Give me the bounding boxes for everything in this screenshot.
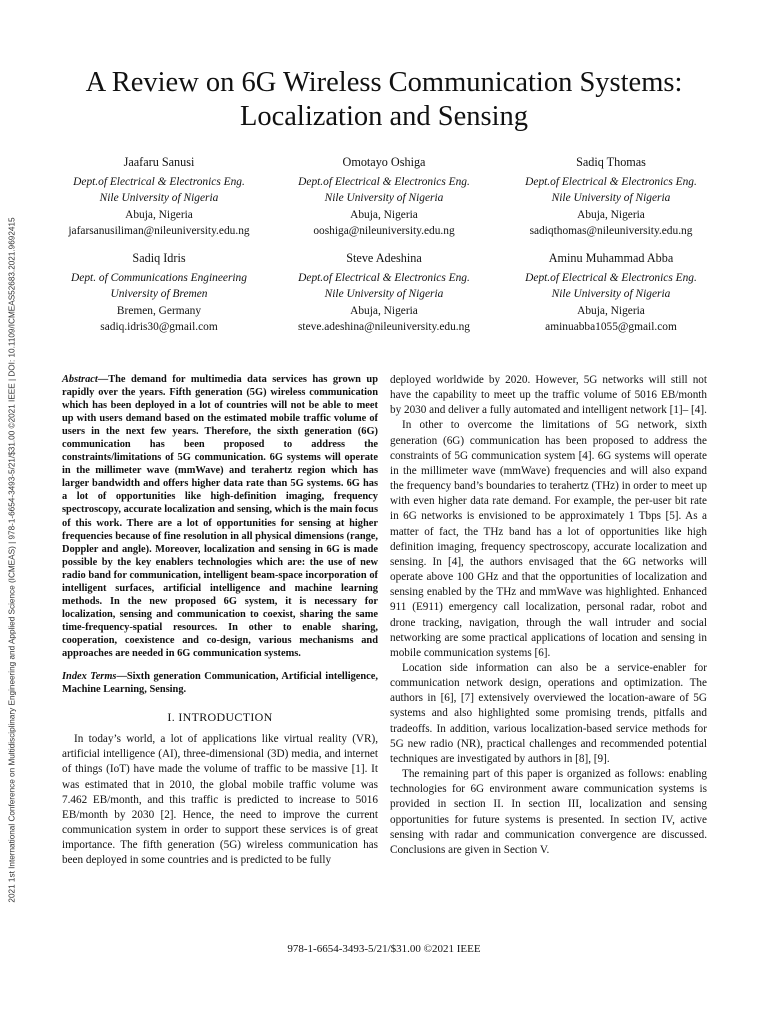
index-terms [62, 670, 378, 696]
right-column [390, 373, 707, 858]
abstract [62, 373, 378, 660]
page-footer: 978-1-6654-3493-5/21/$31.00 ©2021 IEEE [287, 943, 481, 955]
author-location: Abuja, Nigeria [577, 304, 645, 317]
author-block [496, 250, 726, 336]
author-block [269, 154, 499, 240]
author-location: Abuja, Nigeria [350, 304, 418, 317]
author-block [496, 154, 726, 240]
author-location: Abuja, Nigeria [125, 208, 193, 221]
index-terms-label: Index Terms [62, 671, 117, 683]
author-email: aminuabba1055@gmail.com [545, 321, 677, 333]
author-email: ooshiga@nileuniversity.edu.ng [313, 225, 455, 237]
doi-sidebar-text: 2021 1st International Conference on Multidisciplinary Engineering and Applied Science (ICMEAS) | 978-1-6654-3493-5/21/$31.00 ©2021 IEEE | DOI: 10.1109/ICMEAS52683.2021.9692415 [7, 217, 17, 903]
author-dept: Dept.of Electrical & Electronics Eng. [298, 271, 470, 284]
author-dept: Dept.of Electrical & Electronics Eng. [298, 175, 470, 188]
author-block [44, 250, 274, 336]
author-institution: Nile University of Nigeria [99, 192, 219, 204]
author-email: jafarsanusiliman@nileuniversity.edu.ng [68, 225, 250, 237]
paragraph: The remaining part of this paper is organized as follows: enabling technologies for 6G environment aware communication systems is provided in section II. In section III, localization and sensing opportunities for future systems is presented. In section IV, active sensing with radar and communication convergence are discussed. Conclusions are given in Section V. [390, 768, 707, 856]
author-email: steve.adeshina@nileuniversity.edu.ng [297, 321, 471, 333]
paragraph: Location side information can also be a service-enabler for communication network design, operations and optimization. The authors in [6], [7] extensively overviewed the location-aware of 5G systems and also highlighted some promising trends, pitfalls and tradeoffs. In addition, various localization-based service methods for 5G new radio (NR), practical challenges and recommended potential techniques are investigated by authors in [8], [9]. [390, 661, 707, 765]
author-institution: Nile University of Nigeria [324, 192, 444, 204]
author-email: sadiq.idris30@gmail.com [100, 321, 218, 333]
author-name: Jaafaru Sanusi [123, 155, 195, 169]
author-institution: Nile University of Nigeria [324, 288, 444, 300]
index-terms-text: —Sixth generation Communication, Artificial intelligence, Machine Learning, Sensing. [62, 671, 378, 696]
author-institution: Nile University of Nigeria [551, 288, 671, 300]
paragraph: In today’s world, a lot of applications like virtual reality (VR), artificial intelligence (AI), three-dimensional (3D) media, and internet of things (IoT) have made the volume of traffic to be massive [1]. It was estimated that in 2010, the global mobile traffic volume was 7.462 EB/month, and this traffic is predicted to increase to 5016 EB/month by 2030 [2]. Hence, the need to improve the current communication system in order to support these services is of great importance. The fifth generation (5G) wireless communication has been deployed in some countries and is predicted to be fully [62, 733, 378, 867]
author-name: Sadiq Idris [132, 251, 186, 265]
author-block [44, 154, 274, 240]
left-column [62, 373, 378, 869]
author-dept: Dept. of Communications Engineering [71, 271, 247, 284]
paragraph: deployed worldwide by 2020. However, 5G networks will still not have the capability to meet up the traffic volume of 5016 EB/month by 2030 and deliver a fully automated and intelligent network [1]– [4]. [390, 374, 707, 417]
author-dept: Dept.of Electrical & Electronics Eng. [525, 271, 697, 284]
paragraph: In other to overcome the limitations of 5G network, sixth generation (6G) communication has been proposed to address the constraints of 5G communication system [4]. 6G systems will operate in the millimeter wave (mmWave) frequencies and will also expand the frequency band’s boundaries to terahertz (THz) in order to meet up with even higher data rate demand. For example, the per-user bit rate in 6G networks is envisioned to be approximately 1 Tbps [5]. As a matter of fact, the THz band has a lot of opportunities like high definition imaging, frequency spectroscopy, accurate localization and sensing. In [4], the authors envisaged that the 6G networks will operate above 100 GHz and that the opportunities of localization and sensing enabled by the THz and mmWave was highlighted. Enhanced 911 (E911) emergency call localization, personal radar, robot and drone tracking, navigation, through the wall intruder and social networking are some practical applications of location and sensing in mobile communication systems [6]. [390, 419, 707, 659]
author-name: Sadiq Thomas [576, 155, 646, 169]
author-location: Bremen, Germany [116, 304, 202, 317]
author-email: sadiqthomas@nileuniversity.edu.ng [529, 225, 693, 237]
author-block [269, 250, 499, 336]
abstract-text: —The demand for multimedia data services has grown up rapidly over the years. Fifth generation (5G) wireless communication which has been deployed in a lot of countries will not be able to meet up with users demand based on the estimated mobile traffic volume of users in the next few years. Therefore, the sixth generation (6G) communication has been proposed to address the constraints/limitations of 5G communication. 6G systems will operate in the millimeter wave (mmWave) and terahertz region which has larger bandwidth and offers higher data rate than 5G systems. 6G has a lot of opportunities like high-definition imaging, frequency spectroscopy, accurate localization and sensing, which is the main focus of this work. There are a lot of opportunities for sensing at higher frequencies because of fine resolution in all physical dimensions (range, Doppler and angle). Moreover, localization and sensing in 6G is made possible by the key enablers technologies which are: the use of new radio band for communication, intelligent beam-space incorporation of intelligent surfaces, artificial intelligence and machine learning methods. In the new proposed 6G system, it is necessary for localization, sensing and communication to coexist, sharing the same time-frequency-spatial resources. In other to enable sharing, cooperation, coexistence and co-design, various mechanisms and approaches are needed in 6G communication systems. [62, 374, 378, 659]
author-dept: Dept.of Electrical & Electronics Eng. [525, 175, 697, 188]
author-location: Abuja, Nigeria [577, 208, 645, 221]
author-institution: Nile University of Nigeria [551, 192, 671, 204]
author-dept: Dept.of Electrical & Electronics Eng. [73, 175, 245, 188]
author-name: Omotayo Oshiga [342, 155, 426, 169]
author-name: Steve Adeshina [346, 251, 422, 265]
section-heading: I. INTRODUCTION [167, 710, 273, 725]
author-name: Aminu Muhammad Abba [548, 251, 674, 265]
abstract-label: Abstract [62, 374, 98, 385]
author-institution: University of Bremen [110, 288, 208, 300]
paper-title: A Review on 6G Wireless Communication Systems: Localization and Sensing [85, 67, 683, 132]
doi-sidebar [5, 150, 19, 970]
author-location: Abuja, Nigeria [350, 208, 418, 221]
